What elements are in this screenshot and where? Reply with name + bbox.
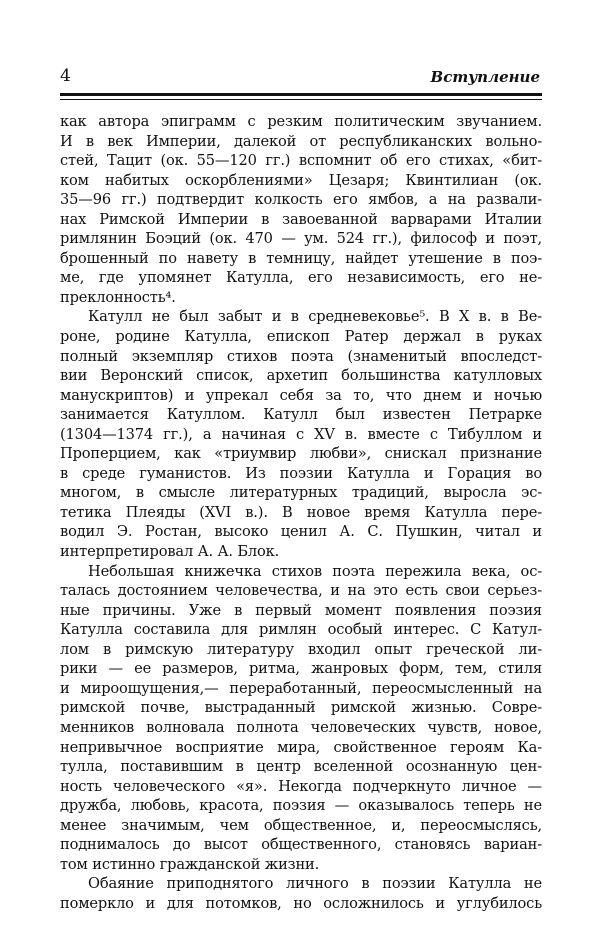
text-line: брошенный по навету в темницу, найдет утешение в поэ- [60, 249, 542, 267]
text-line: интерпретировал А. А. Блок. [60, 543, 280, 561]
text-line: манускриптов) и упрекал себя за то, что днем и ночью [60, 386, 542, 404]
text-line: вии Веронский список, архетип большинства катулловых [60, 367, 542, 385]
text-line: Проперцием, как «триумвир любви», снискал признание [60, 445, 542, 463]
text-line: Небольшая книжечка стихов поэта пережила века, ос- [88, 562, 542, 580]
text-line: Катулл не был забыт и в средневековье⁵. В X в. в Ве- [88, 308, 542, 326]
paragraph [60, 112, 542, 307]
text-line: померкло и для потомков, но осложнилось и углубилось [60, 894, 542, 912]
text-line: в среде гуманистов. Из поэзии Катулла и Горация во [60, 464, 542, 482]
text-line: рики — ее размеров, ритма, жанровых форм, тем, стиля [60, 660, 542, 678]
paragraph [60, 307, 542, 561]
text-line: нах Римской Империи в завоеванной варварами Италии [60, 210, 542, 228]
text-line: римлянин Боэций (ок. 470 — ум. 524 гг.), философ и поэт, [60, 230, 542, 248]
text-line: римской почве, выстраданный римской жизнью. Совре- [60, 699, 542, 717]
page-number: 4 [60, 66, 71, 86]
text-line: ные причины. Уже в первый момент появления поэзия [60, 601, 542, 619]
text-line: ком набитых оскорблениями» Цезаря; Квинтилиан (ок. [60, 171, 542, 189]
text-line: менее значимым, чем общественное, и, переосмыслясь, [60, 816, 542, 834]
text-line: ность человеческого «я». Некогда подчеркнуто личное — [60, 777, 542, 795]
header-rule-thick [60, 93, 542, 96]
text-line: поднималось до высот общественного, становясь вариан- [60, 836, 542, 854]
text-line: стей, Тацит (ок. 55—120 гг.) вспомнит об его стихах, «бит- [60, 152, 542, 170]
text-line: И в век Империи, далекой от республиканских вольно- [60, 132, 542, 150]
text-line: менников волновала полнота человеческих чувств, новое, [60, 718, 542, 736]
text-line: непривычное восприятие мира, свойственное героям Ка- [60, 738, 542, 756]
text-line: талась достоянием человечества, и на это есть свои серьез- [60, 582, 542, 600]
body-text [60, 112, 542, 913]
text-line: занимается Катуллом. Катулл был известен Петрарке [60, 406, 542, 424]
text-line: 35—96 гг.) подтвердит колкость его ямбов, а на развали- [60, 191, 542, 209]
paragraph [60, 562, 542, 875]
text-line: как автора эпиграмм с резким политическим звучанием. [60, 113, 542, 130]
text-line: тулла, поставившим в центр вселенной осознанную цен- [60, 758, 542, 776]
text-line: и мироощущения,— переработанный, переосмысленный на [60, 679, 542, 697]
text-line: полный экземпляр стихов поэта (знаменитый впоследст- [60, 347, 542, 365]
text-line: многом, в смысле литературных традиций, выросла эс- [60, 484, 542, 502]
text-line: Катулла составила для римлян особый интерес. С Катул- [60, 621, 542, 639]
page-header [60, 66, 542, 92]
text-line: тетика Плеяды (XVI в.). В новое время Катулла пере- [60, 503, 542, 521]
paragraph [60, 874, 542, 913]
running-title: Вступление [430, 68, 540, 86]
text-line: дружба, любовь, красота, поэзия — оказывалось теперь не [60, 797, 542, 815]
text-line: ме, где упомянет Катулла, его независимость, его не- [60, 269, 542, 287]
text-line: преклонность⁴. [60, 288, 176, 306]
header-rule-thin [60, 99, 542, 100]
text-line: водил Э. Ростан, высоко ценил А. С. Пушкин, читал и [60, 523, 542, 541]
text-line: (1304—1374 гг.), а начиная с XV в. вместе с Тибуллом и [60, 425, 542, 443]
text-line: Обаяние приподнятого личного в поэзии Катулла не [88, 875, 542, 893]
text-line: лом в римскую литературу входил опыт греческой ли- [60, 640, 542, 658]
text-line: том истинно гражданской жизни. [60, 855, 320, 873]
text-line: роне, родине Катулла, епископ Ратер держал в руках [60, 328, 542, 346]
